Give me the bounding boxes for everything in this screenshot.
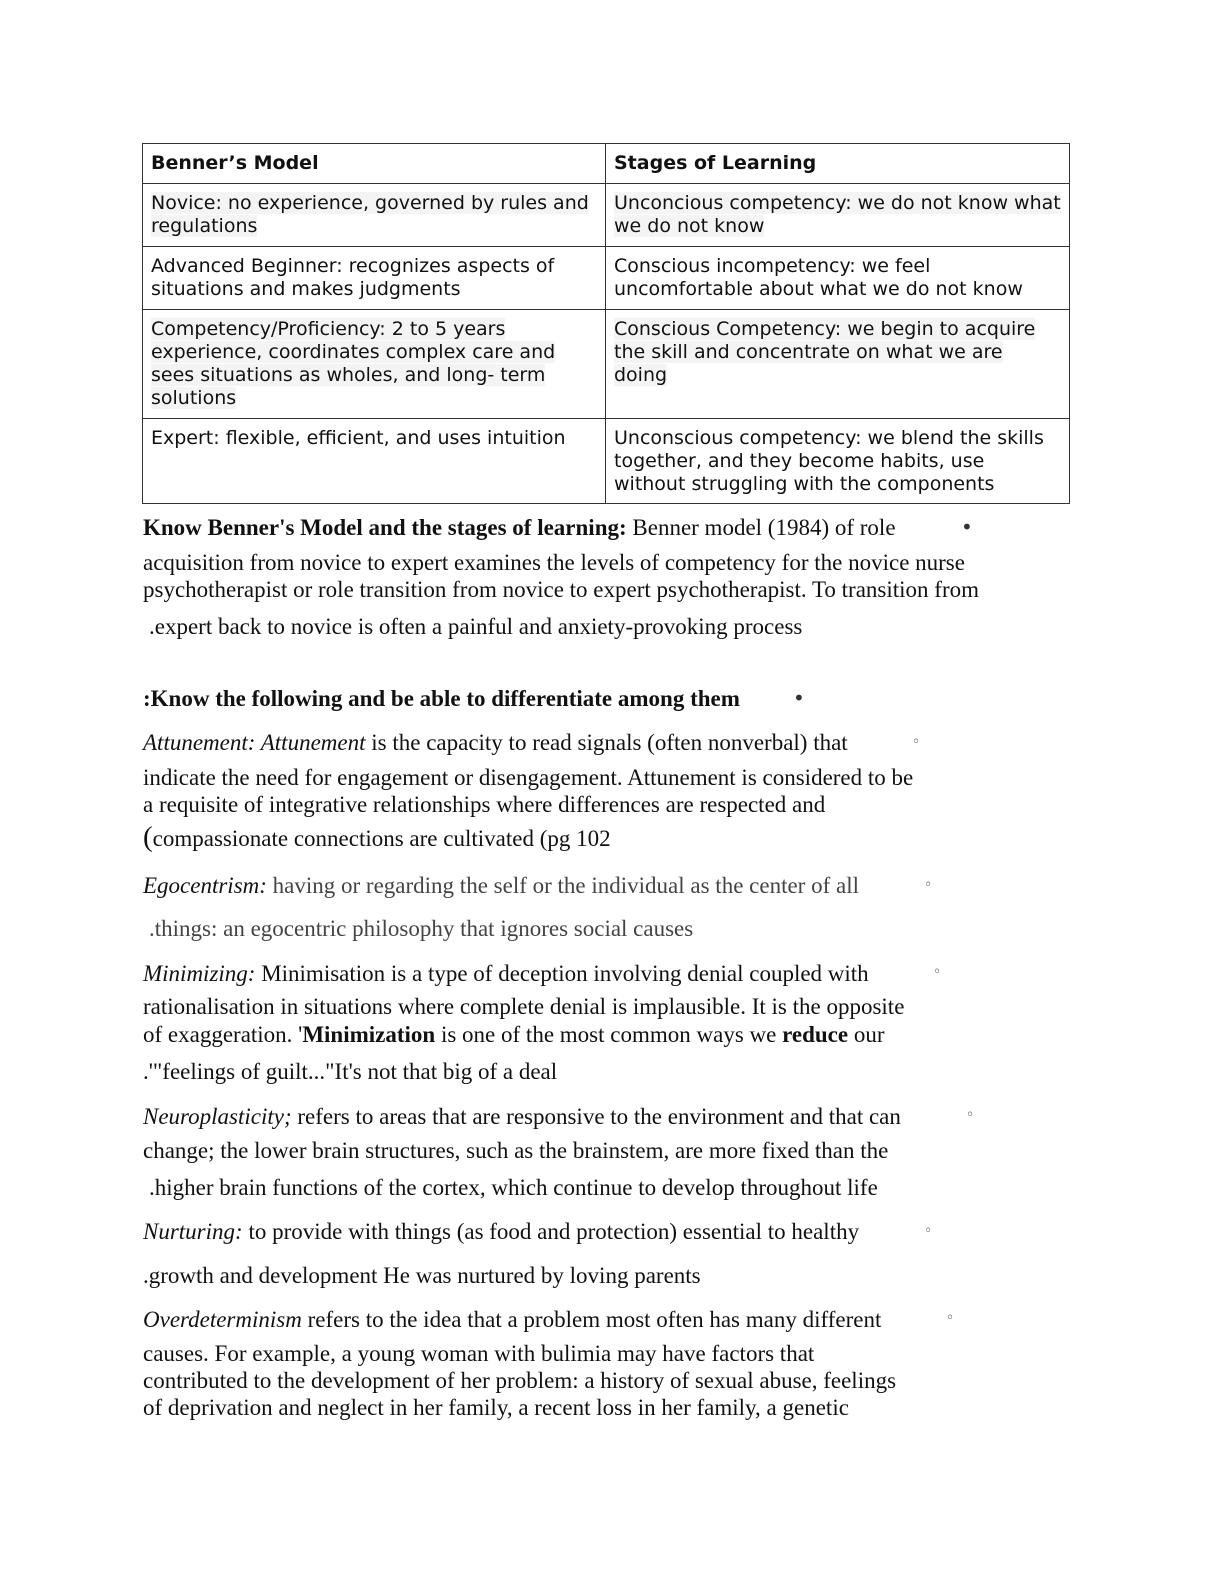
table-cell — [606, 419, 1070, 504]
cell-text: Conscious Competency: we begin to acquire the skill and concentrate on what we are doing — [614, 318, 1036, 386]
table-header-cell: Stages of Learning — [606, 144, 1070, 184]
text-line: of deprivation and neglect in her family, a recent loss in her family, a genetic — [143, 1395, 849, 1420]
table-row — [143, 419, 1070, 504]
text-line: Benner model (1984) of role — [626, 515, 896, 540]
circle-bullet-icon: ◦ — [946, 1310, 955, 1326]
text-line: .'"feelings of guilt..."It's not that big of a deal — [143, 1059, 558, 1084]
benner-paragraph — [143, 514, 979, 640]
term-label: Attunement: — [143, 730, 256, 755]
table-cell — [606, 310, 1070, 419]
circle-bullet-icon: ◦ — [933, 964, 942, 980]
table-row — [143, 247, 1070, 310]
text-line: rationalisation in situations where complete denial is implausible. It is the opposite — [143, 994, 905, 1019]
text-line: .growth and development He was nurtured by loving parents — [143, 1263, 701, 1288]
text-line: change; the lower brain structures, such as the brainstem, are more fixed than the — [143, 1138, 889, 1163]
text-line: refers to the idea that a problem most often has many different — [301, 1307, 882, 1332]
term-label: Minimizing: — [143, 961, 256, 986]
table-cell — [143, 419, 606, 504]
text-line: contributed to the development of her problem: a history of sexual abuse, feelings — [143, 1368, 897, 1393]
text-line: .expert back to novice is often a painful and anxiety-provoking process — [149, 614, 803, 639]
table-cell — [606, 184, 1070, 247]
cell-text: Unconcious competency: we do not know what we do not know — [614, 192, 1061, 237]
circle-bullet-icon: ◦ — [924, 1223, 933, 1239]
text-line: of exaggeration. ' — [143, 1022, 303, 1047]
table-header-cell: Benner’s Model — [143, 144, 606, 184]
text-line: psychotherapist or role transition from novice to expert psychotherapist. To transition from — [143, 577, 979, 602]
cell-text: Unconscious competency: we blend the skills together, and they become habits, use without struggling with the components — [614, 427, 1044, 495]
bullet-icon: • — [793, 686, 805, 710]
emphasis-text: reduce — [782, 1022, 849, 1047]
table-cell — [606, 247, 1070, 310]
circle-bullet-icon: ◦ — [912, 734, 921, 750]
text-line: acquisition from novice to expert examines the levels of competency for the novice nurse — [143, 550, 965, 575]
table-cell — [143, 247, 606, 310]
table-row — [143, 310, 1070, 419]
bullet-icon: • — [961, 515, 973, 539]
benner-heading: Know Benner's Model and the stages of learning: — [143, 515, 627, 540]
text-line: having or regarding the self or the individual as the center of all — [266, 873, 859, 898]
term-label: Nurturing: — [143, 1219, 243, 1244]
text-line: Minimisation is a type of deception involving denial coupled with — [255, 961, 869, 986]
circle-bullet-icon: ◦ — [924, 877, 933, 893]
term-neuroplasticity — [143, 1103, 901, 1201]
term-nurturing — [143, 1218, 859, 1289]
text-line: .things: an egocentric philosophy that ignores social causes — [149, 916, 694, 941]
cell-text: Competency/Proficiency: 2 to 5 years experience, coordinates complex care and sees situations as wholes, and long- term solutions — [151, 318, 556, 409]
term-attunement — [143, 729, 913, 852]
text-line: refers to areas that are responsive to the environment and that can — [291, 1104, 901, 1129]
cell-text: Conscious incompetency: we feel uncomfortable about what we do not know — [614, 255, 1023, 300]
term-label: Overdeterminism — [143, 1307, 302, 1332]
term-label: Attunement — [255, 730, 366, 755]
text-line: is one of the most common ways we — [435, 1022, 783, 1047]
term-overdeterminism — [143, 1306, 896, 1421]
text-line: compassionate connections are cultivated (pg 102 — [152, 826, 611, 851]
table-cell — [143, 184, 606, 247]
heading-text: :Know the following and be able to differentiate among them — [143, 686, 740, 711]
text-line: our — [848, 1022, 885, 1047]
term-egocentrism — [143, 872, 859, 942]
table-row — [143, 184, 1070, 247]
text-line: to provide with things (as food and protection) essential to healthy — [242, 1219, 860, 1244]
term-minimizing — [143, 960, 904, 1085]
circle-bullet-icon: ◦ — [966, 1107, 975, 1123]
table-cell — [143, 310, 606, 419]
cell-text: Advanced Beginner: recognizes aspects of situations and makes judgments — [151, 255, 555, 300]
text-line: a requisite of integrative relationships where differences are respected and — [143, 792, 826, 817]
differentiate-heading — [143, 685, 740, 712]
cell-text: Expert: flexible, efficient, and uses intuition — [151, 427, 566, 449]
text-line: .higher brain functions of the cortex, which continue to develop throughout life — [149, 1175, 878, 1200]
text-line: causes. For example, a young woman with bulimia may have factors that — [143, 1341, 815, 1366]
emphasis-text: Minimization — [302, 1022, 436, 1047]
benner-stages-table — [142, 143, 1070, 504]
text-line: is the capacity to read signals (often nonverbal) that — [365, 730, 848, 755]
table-header-row — [143, 144, 1070, 184]
term-label: Egocentrism: — [143, 873, 267, 898]
text-line: indicate the need for engagement or disengagement. Attunement is considered to be — [143, 765, 914, 790]
paren-mark: ( — [143, 821, 153, 853]
cell-text: Novice: no experience, governed by rules and regulations — [151, 192, 589, 237]
term-label: Neuroplasticity; — [143, 1104, 292, 1129]
